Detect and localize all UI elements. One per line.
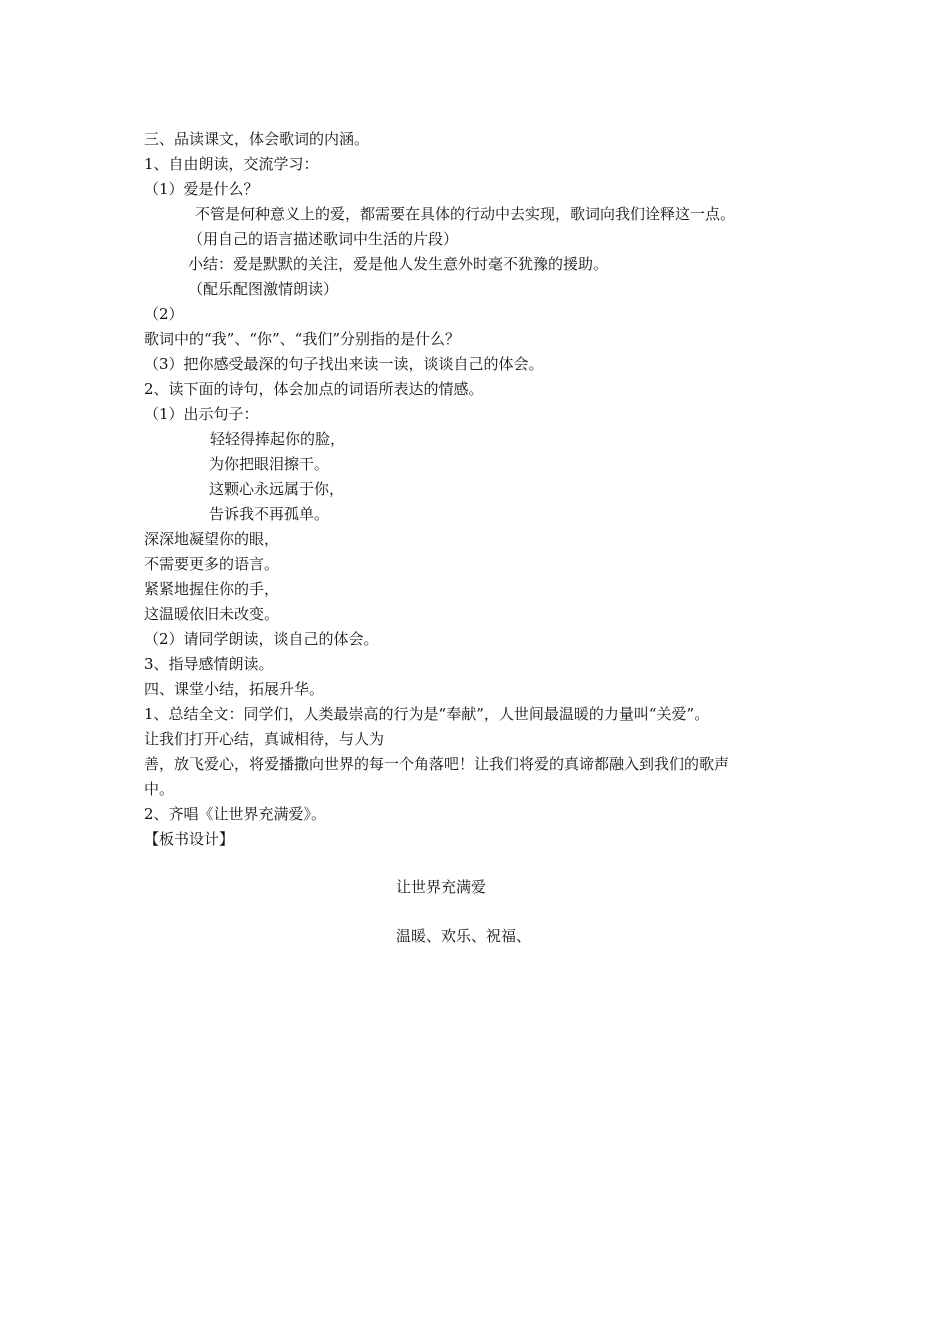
paragraph-text: 让我们打开心结，真诚相待，与人为 — [144, 730, 385, 748]
sub-step: （2）请同学朗读，谈自己的体会。 — [144, 630, 379, 648]
poem-line: 深深地凝望你的眼， — [144, 530, 280, 548]
step-heading: 2、齐唱《让世界充满爱》。 — [144, 805, 327, 823]
poem-line: 这温暖依旧未改变。 — [144, 605, 280, 623]
poem-line: 轻轻得捧起你的脸， — [210, 430, 346, 448]
section-heading-4: 四、课堂小结，拓展升华。 — [144, 680, 325, 698]
section-heading-3: 三、品读课文，体会歌词的内涵。 — [144, 130, 370, 148]
paragraph-text: 中。 — [144, 780, 175, 798]
step-heading: 3、指导感情朗读。 — [144, 655, 274, 673]
board-design-heading: 【板书设计】 — [144, 830, 235, 848]
step-heading: 2、读下面的诗句，体会加点的词语所表达的情感。 — [144, 380, 484, 398]
question-2-number: （2） — [144, 305, 184, 323]
paragraph-text: 1、总结全文：同学们，人类最崇高的行为是“奉献”，人世间最温暖的力量叫“关爱”。 — [144, 705, 710, 723]
sub-step: （1）出示句子： — [144, 405, 259, 423]
board-keywords: 温暖、欢乐、祝福、 — [396, 927, 532, 945]
poem-line: 告诉我不再孤单。 — [209, 505, 330, 523]
step-heading: 1、自由朗读，交流学习： — [144, 155, 319, 173]
question-2: 歌词中的“我”、“你”、“我们”分别指的是什么？ — [144, 330, 461, 348]
paragraph-text: 不管是何种意义上的爱，都需要在具体的行动中去实现，歌词向我们诠释这一点。 — [195, 205, 736, 223]
paragraph-text: 善，放飞爱心，将爱播撒向世界的每一个角落吧！让我们将爱的真谛都融入到我们的歌声 — [144, 755, 730, 773]
instruction-note: （配乐配图激情朗读） — [188, 280, 339, 298]
poem-line: 不需要更多的语言。 — [144, 555, 280, 573]
poem-line: 为你把眼泪擦干。 — [209, 455, 330, 473]
poem-line: 这颗心永远属于你， — [209, 480, 345, 498]
summary-text: 小结：爱是默默的关注，爱是他人发生意外时毫不犹豫的援助。 — [188, 255, 609, 273]
question-3: （3）把你感受最深的句子找出来读一读，谈谈自己的体会。 — [144, 355, 544, 373]
board-title: 让世界充满爱 — [396, 878, 487, 896]
question-1: （1）爱是什么？ — [144, 180, 259, 198]
instruction-note: （用自己的语言描述歌词中生活的片段） — [188, 230, 459, 248]
poem-line: 紧紧地握住你的手， — [144, 580, 280, 598]
